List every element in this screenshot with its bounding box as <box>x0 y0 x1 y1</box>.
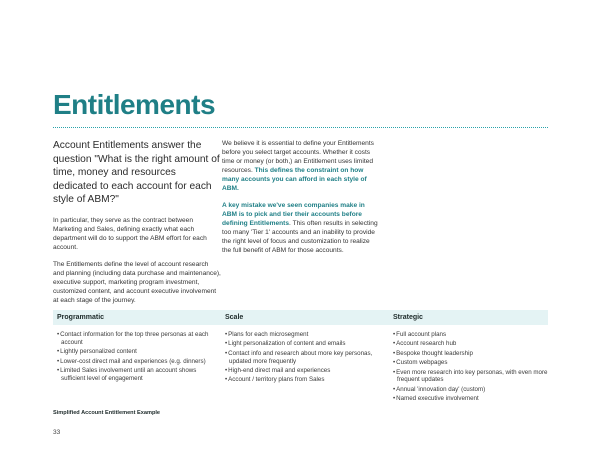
list-item: • Custom webpages <box>393 359 548 367</box>
right-column <box>222 139 380 255</box>
page-title: Entitlements <box>53 89 216 120</box>
strategic-column <box>389 331 548 405</box>
list-item: • Annual 'innovation day' (custom) <box>393 386 548 394</box>
table-header <box>53 310 548 325</box>
lead-question: Account Entitlements answer the question "What is the right amount of time, money and resources dedicated to each account for each style of ABM?" <box>53 140 220 206</box>
key-mistake-text: . This often results in selecting too many 'Tier 1' accounts and an inability to provide the right level of focus and customization to realize the full benefit of ABM for those accounts. <box>222 220 378 254</box>
list-item: • Account research hub <box>393 340 548 348</box>
list-item: • Named executive involvement <box>393 395 548 403</box>
page-number: 33 <box>53 429 61 436</box>
list-item: • Contact information for the top three personas at each account <box>57 331 221 347</box>
dotted-divider <box>53 127 548 128</box>
list-item: • Bespoke thought leadership <box>393 350 548 358</box>
paragraph-contract: In particular, they serve as the contract between Marketing and Sales, defining exactly what each department will do to support the ABM effort for each account. <box>53 216 207 251</box>
list-item: • Lightly personalized content <box>57 348 221 356</box>
header-scale: Scale <box>225 314 244 321</box>
paragraph-definition: The Entitlements define the level of account research and planning (including data purchase and maintenance), executive support, marketing program investment, customized content, and account executive involvement at each stage of the journey. <box>53 260 221 304</box>
table-caption: Simplified Account Entitlement Example <box>53 410 161 416</box>
programmatic-column <box>53 331 221 405</box>
define-first-text: We believe it is essential to define your Entitlements before you select target accounts. Whether it costs time or money (or both,) an Entitlement uses limited resources. <box>222 140 374 174</box>
list-item: • Limited Sales involvement until an account shows sufficient level of engagement <box>57 367 221 383</box>
list-item: • Even more research into key personas, with even more frequent updates <box>393 369 548 385</box>
list-item: • Plans for each microsegment <box>225 331 389 339</box>
list-item: • Account / territory plans from Sales <box>225 376 389 384</box>
scale-column <box>221 331 389 405</box>
table-body <box>53 325 548 405</box>
left-column <box>53 139 221 305</box>
header-programmatic: Programmatic <box>57 314 105 321</box>
paragraph-key-mistake <box>222 201 380 255</box>
define-first-highlight: This defines the constraint on how many accounts you can afford in each style of ABM. <box>222 167 367 192</box>
list-item: • Contact info and research about more key personas, updated more frequently <box>225 350 389 366</box>
list-item: • Light personalization of content and emails <box>225 340 389 348</box>
key-mistake-highlight: A key mistake we've seen companies make in ABM is to pick and tier their accounts before defining Entitlements <box>222 202 365 227</box>
list-item: • Full account plans <box>393 331 548 339</box>
paragraph-define-first <box>222 139 380 193</box>
header-strategic: Strategic <box>393 314 423 321</box>
list-item: • Lower-cost direct mail and experiences (e.g. dinners) <box>57 358 221 366</box>
entitlement-table <box>53 310 548 405</box>
list-item: • High-end direct mail and experiences <box>225 367 389 375</box>
